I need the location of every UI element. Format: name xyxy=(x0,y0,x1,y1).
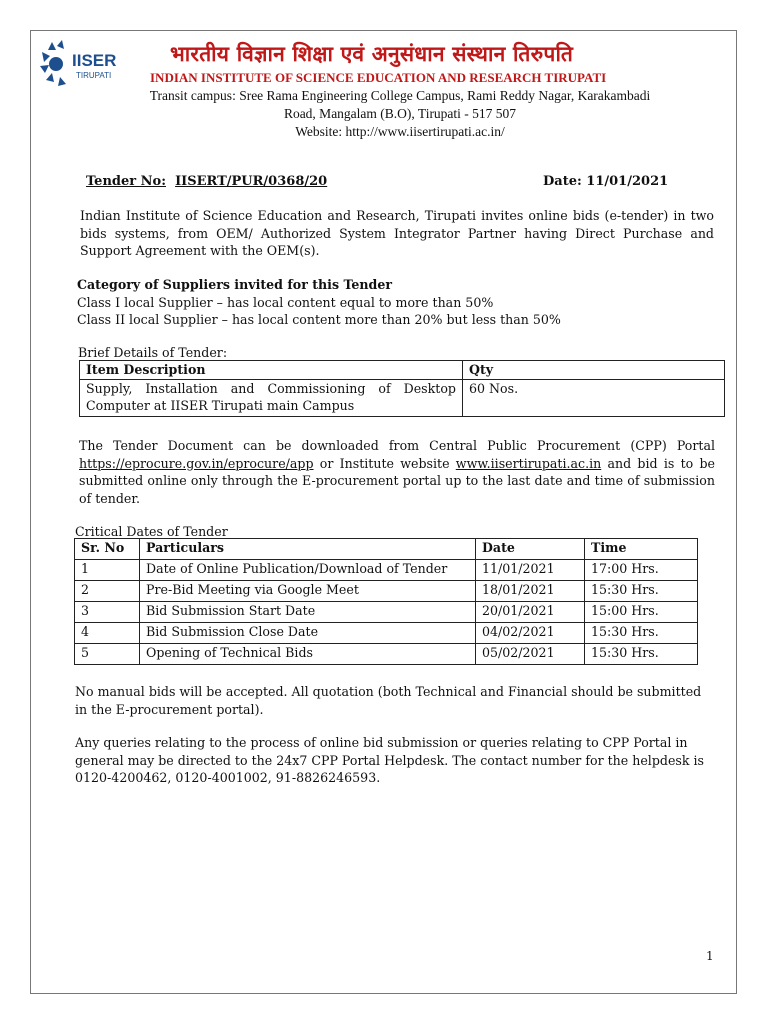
col-sr-no: Sr. No xyxy=(75,539,140,560)
time: 15:30 Hrs. xyxy=(585,623,698,644)
brief-caption: Brief Details of Tender: xyxy=(78,345,228,360)
sr-no: 4 xyxy=(75,623,140,644)
cpp-portal-link[interactable]: https://eprocure.gov.in/eprocure/app xyxy=(79,455,314,471)
table-row xyxy=(75,623,698,644)
download-text-1: The Tender Document can be downloaded from Central Public Procurement (CPP) Portal xyxy=(79,438,715,453)
date: 18/01/2021 xyxy=(476,581,585,602)
tender-number-value: IISERT/PUR/0368/20 xyxy=(175,174,328,189)
institute-name-english: INDIAN INSTITUTE OF SCIENCE EDUCATION AND RESEARCH TIRUPATI xyxy=(150,70,607,85)
time: 15:30 Hrs. xyxy=(585,581,698,602)
item-description: Supply, Installation and Commissioning of Desktop Computer at IISER Tirupati main Campus xyxy=(80,379,463,416)
table-row xyxy=(75,644,698,665)
class1-supplier: Class I local Supplier – has local content equal to more than 50% xyxy=(77,294,494,310)
table-header-row xyxy=(75,539,698,560)
category-heading: Category of Suppliers invited for this Tender xyxy=(77,277,392,292)
download-text-2: or Institute website xyxy=(313,455,456,471)
sr-no: 5 xyxy=(75,644,140,665)
col-item-description: Item Description xyxy=(80,361,463,380)
download-text-3: and bid is to be submitted online only through the E-procurement portal up to the last date and time of submission of tender. xyxy=(79,455,715,506)
date: 11/01/2021 xyxy=(476,560,585,581)
iiser-logo xyxy=(38,36,120,94)
time: 15:30 Hrs. xyxy=(585,644,698,665)
address-line-1: Transit campus: Sree Rama Engineering College Campus, Rami Reddy Nagar, Karakambadi xyxy=(149,88,651,103)
website-line: Website: http://www.iisertirupati.ac.in/ xyxy=(295,124,505,139)
col-date: Date xyxy=(476,539,585,560)
queries-note: Any queries relating to the process of online bid submission or queries relating to CPP Portal in general may be directed to the 24x7 CPP Portal Helpdesk. The contact number for the helpdesk is 0120-4200462, 0120-4001002, 91-8826246593. xyxy=(75,735,704,785)
manual-bids-note: No manual bids will be accepted. All quotation (both Technical and Financial should be submitted in the E-procurement portal). xyxy=(75,684,702,717)
brief-table xyxy=(79,360,725,417)
table-row xyxy=(75,560,698,581)
critical-dates-table xyxy=(74,538,698,665)
time: 15:00 Hrs. xyxy=(585,602,698,623)
sr-no: 3 xyxy=(75,602,140,623)
table-row xyxy=(75,602,698,623)
address-block xyxy=(90,87,710,141)
institute-name-hindi: भारतीय विज्ञान शिक्षा एवं अनुसंधान संस्थान तिरुपति xyxy=(170,42,574,66)
table-row xyxy=(75,581,698,602)
col-qty: Qty xyxy=(463,361,725,380)
address-line-2: Road, Mangalam (B.O), Tirupati - 517 507 xyxy=(283,106,517,121)
class2-supplier: Class II local Supplier – has local content more than 20% but less than 50% xyxy=(77,312,561,327)
download-paragraph xyxy=(79,437,715,507)
table-header-row xyxy=(80,361,725,380)
col-particulars: Particulars xyxy=(140,539,476,560)
svg-text:TIRUPATI: TIRUPATI xyxy=(76,71,112,80)
sr-no: 2 xyxy=(75,581,140,602)
institute-website-link[interactable]: www.iisertirupati.ac.in xyxy=(455,455,602,471)
date: 20/01/2021 xyxy=(476,602,585,623)
col-time: Time xyxy=(585,539,698,560)
particulars: Date of Online Publication/Download of Tender xyxy=(140,560,476,581)
date: 04/02/2021 xyxy=(476,623,585,644)
item-qty: 60 Nos. xyxy=(463,379,725,416)
tender-date: Date: 11/01/2021 xyxy=(543,174,669,189)
time: 17:00 Hrs. xyxy=(585,560,698,581)
intro-paragraph: Indian Institute of Science Education and Research, Tirupati invites online bids (e-tender) in two bids systems, from OEM/ Authorized System Integrator Partner having Direct Purchase and Support Agreement with the OEM(s). xyxy=(80,208,714,258)
critical-dates-caption: Critical Dates of Tender xyxy=(75,524,228,539)
particulars: Bid Submission Close Date xyxy=(140,623,476,644)
particulars: Bid Submission Start Date xyxy=(140,602,476,623)
page-number: 1 xyxy=(706,949,714,963)
date: 05/02/2021 xyxy=(476,644,585,665)
particulars: Pre-Bid Meeting via Google Meet xyxy=(140,581,476,602)
sr-no: 1 xyxy=(75,560,140,581)
particulars: Opening of Technical Bids xyxy=(140,644,476,665)
supplier-category xyxy=(77,276,717,329)
svg-text:IISER: IISER xyxy=(72,51,117,70)
tender-number xyxy=(86,173,327,191)
table-row xyxy=(80,379,725,416)
tender-number-label: Tender No: xyxy=(86,174,166,189)
